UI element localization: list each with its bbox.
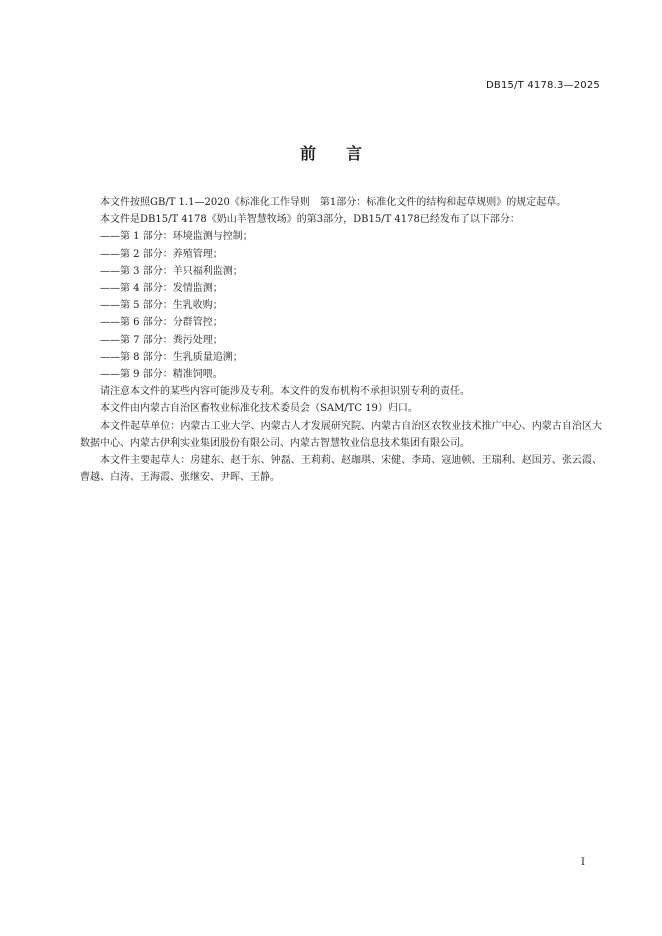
paragraph-drafting-rules: 本文件按照GB/T 1.1—2020《标准化工作导则 第1部分：标准化文件的结构和起草规则》的规定起草。 [100, 197, 567, 208]
page-number: I [581, 857, 585, 868]
foreword-body [80, 194, 602, 486]
list-item: ——第 5 部分：生乳收购； [100, 300, 223, 312]
parts-list [80, 228, 602, 383]
list-item: ——第 2 部分：养殖管理； [100, 248, 223, 260]
list-item: ——第 1 部分：环境监测与控制； [100, 231, 253, 243]
paragraph-drafting-units: 本文件起草单位：内蒙古工业大学、内蒙古人才发展研究院、内蒙古自治区农牧业技术推广中心、内蒙古自治区大数据中心、内蒙古伊利实业集团股份有限公司、内蒙古智慧牧业信息技术集团有限公司。 [80, 420, 602, 449]
paragraph-series-intro: 本文件是DB15/T 4178《奶山羊智慧牧场》的第3部分，DB15/T 4178已经发布了以下部分： [100, 214, 520, 226]
title-char-1: 前 [299, 144, 316, 163]
list-item: ——第 4 部分：发情监测； [100, 283, 223, 295]
list-item: ——第 3 部分：羊只福利监测； [100, 265, 243, 277]
paragraph-drafters: 本文件主要起草人：房建东、赵于东、钟磊、王莉莉、赵珈琪、宋健、李琦、寇迪顿、王瑞利、赵国芳、张云霞、曹越、白涛、王海霞、张继安、尹晖、王静。 [80, 455, 602, 484]
paragraph-patent-notice: 请注意本文件的某些内容可能涉及专利。本文件的发布机构不承担识别专利的责任。 [100, 386, 470, 398]
page-title [0, 141, 662, 164]
title-char-2: 言 [346, 144, 363, 163]
list-item: ——第 6 部分：分群管控； [100, 317, 223, 329]
paragraph-committee: 本文件由内蒙古自治区畜牧业标准化技术委员会（SAM/TC 19）归口。 [100, 403, 418, 415]
list-item: ——第 8 部分：生乳质量追溯； [100, 351, 243, 363]
standard-number: DB15/T 4178.3—2025 [486, 80, 600, 91]
list-item: ——第 9 部分：精准饲喂。 [100, 369, 223, 381]
list-item: ——第 7 部分：粪污处理； [100, 334, 223, 346]
